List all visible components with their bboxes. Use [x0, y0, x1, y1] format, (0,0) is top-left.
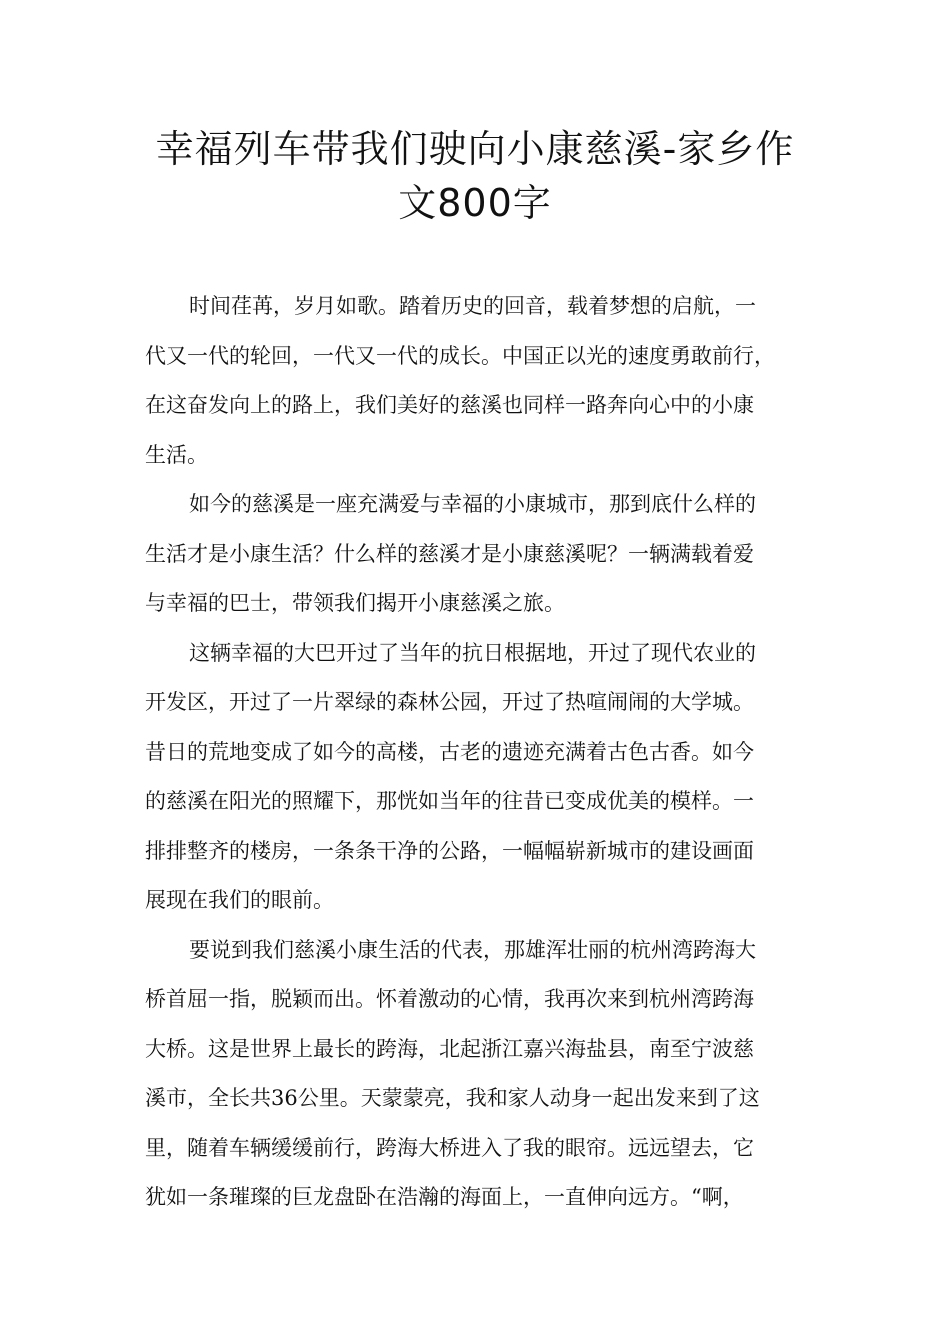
text-line: 桥首屈一指，脱颖而出。怀着激动的心情，我再次来到杭州湾跨海	[145, 987, 754, 1011]
text-line: 大桥。这是世界上最长的跨海，北起浙江嘉兴海盐县，南至宁波慈	[145, 1036, 754, 1061]
text-line: 要说到我们慈溪小康生活的代表，那雄浑壮丽的杭州湾跨海大	[189, 937, 756, 962]
text-line: 如今的慈溪是一座充满爱与幸福的小康城市，那到底什么样的	[189, 492, 756, 516]
text-line: 生活。	[145, 442, 208, 467]
title-line-1: 幸福列车带我们驶向小康慈溪-家乡作	[155, 127, 795, 171]
text-line: 的慈溪在阳光的照耀下，那恍如当年的往昔已变成优美的模样。一	[145, 789, 754, 813]
text-line: 犹如一条璀璨的巨龙盘卧在浩瀚的海面上，一直伸向远方。“啊，	[145, 1185, 744, 1209]
paragraph-4	[145, 926, 809, 1223]
text-line: 在这奋发向上的路上，我们美好的慈溪也同样一路奔向心中的小康	[145, 393, 754, 417]
text-line: 生活才是小康生活？什么样的慈溪才是小康慈溪呢？一辆满载着爱	[145, 541, 754, 566]
title-line-2: 文800字	[398, 181, 552, 225]
text-line: 开发区，开过了一片翠绿的森林公园，开过了热喧闹闹的大学城。	[145, 690, 754, 714]
paragraph-2	[145, 480, 809, 629]
text-line: 展现在我们的眼前。	[145, 888, 334, 912]
paragraph-1	[145, 282, 809, 480]
text-line: 代又一代的轮回，一代又一代的成长。中国正以光的速度勇敢前行，	[145, 343, 775, 368]
text-line: 溪市，全长共36公里。天蒙蒙亮，我和家人动身一起出发来到了这	[145, 1086, 760, 1110]
paragraph-3	[145, 629, 809, 926]
text-line: 里，随着车辆缓缓前行，跨海大桥进入了我的眼帘。远远望去，它	[145, 1135, 754, 1160]
text-line: 这辆幸福的大巴开过了当年的抗日根据地，开过了现代农业的	[189, 640, 756, 665]
text-line: 时间荏苒，岁月如歌。踏着历史的回音，载着梦想的启航，一	[189, 294, 756, 318]
document-body	[145, 282, 809, 1223]
text-line: 与幸福的巴士，带领我们揭开小康慈溪之旅。	[145, 591, 565, 615]
text-line: 排排整齐的楼房，一条条干净的公路，一幅幅崭新城市的建设画面	[145, 838, 754, 863]
document-title	[150, 122, 800, 230]
text-line: 昔日的荒地变成了如今的高楼，古老的遗迹充满着古色古香。如今	[145, 739, 754, 764]
